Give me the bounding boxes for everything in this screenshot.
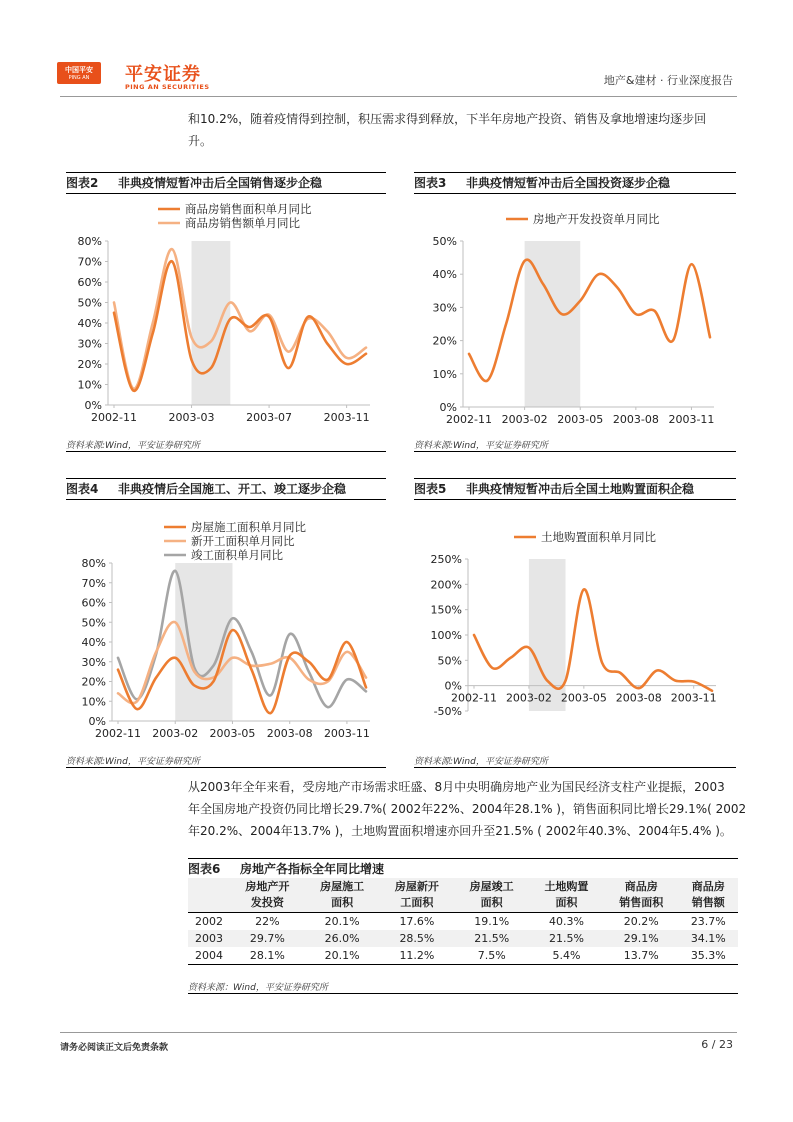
y-tick-label: 40% [77,317,102,330]
figure-3-source: 资料来源:Wind，平安证券研究所 [414,438,736,452]
logo-line1: 中国平安 [65,66,93,74]
x-tick-label: 2003-03 [168,411,215,424]
x-tick-label: 2003-08 [615,691,662,705]
table-cell: 35.3% [679,947,738,965]
x-tick-label: 2002-11 [446,413,492,426]
y-tick-label: 40% [432,268,457,282]
disclaimer-notice: 请务必阅读正文后免责条款 [60,1043,169,1053]
table-cell: 22% [255,915,280,928]
y-tick-label: 30% [432,301,457,315]
header-divider [60,96,737,97]
chart-svg [66,195,386,435]
figure-4-source: 资料来源:Wind，平安证券研究所 [66,754,386,768]
figure-5-number: 图表5 [414,482,447,496]
table-6-caption: 房地产各指标全年同比增速 [240,862,385,876]
figure-5-caption: 非典疫情短暂冲击后全国土地购置面积企稳 [466,482,695,496]
series-line-1 [474,589,712,690]
brand-name-en: PING AN SECURITIES [125,83,210,91]
table-cell: 21.5% [474,932,510,945]
y-tick-label: 80% [77,235,102,248]
table-cell: 5.4% [529,947,604,965]
y-tick-label: 50% [437,654,462,668]
footer-divider [60,1032,737,1033]
y-tick-label: 50% [77,296,102,310]
legend-label: 新开工面积单月同比 [191,534,295,548]
intro-line-1: 和10.2%，随着疫情得到控制，积压需求得到释放，下半年房地产投资、销售及拿地增速均逐步回 [188,112,707,126]
table-cell: 28.5% [399,932,435,945]
report-category: 地产&建材 · 行业深度报告 [603,74,733,87]
header-cell: 商品房 销售额 [679,878,738,913]
legend-label: 商品房销售面积单月同比 [185,202,312,216]
y-tick-label: -50% [433,705,462,718]
x-tick-label: 2003-02 [152,727,199,740]
table-cell: 26.0% [324,932,360,945]
figure-3-chart [414,195,736,435]
summary-line-3: 年20.2%、2004年13.7% )，土地购置面积增速亦回升至21.5% ( 2002年40.3%、2004年5.4% )。 [188,824,732,838]
legend-label: 商品房销售额单月同比 [185,216,300,230]
x-tick-label: 2003-08 [612,413,659,426]
annual-growth-table [188,878,738,965]
y-tick-label: 60% [81,596,106,610]
figure-4-number: 图表4 [66,482,99,496]
table-cell: 2002 [195,915,223,928]
figure-5-chart [414,501,736,751]
table-6-number: 图表6 [188,862,221,876]
y-tick-label: 0% [439,401,457,414]
series-line-1 [469,260,710,381]
y-tick-label: 70% [81,576,106,590]
y-tick-label: 20% [77,358,102,371]
legend-label: 房地产开发投资单月同比 [533,212,660,226]
x-tick-label: 2003-11 [668,413,715,426]
y-tick-label: 100% [430,629,462,642]
y-tick-label: 0% [84,399,102,412]
table-cell: 7.5% [454,947,529,965]
y-tick-label: 0% [88,715,106,728]
table-cell: 11.2% [380,947,455,965]
x-tick-label: 2003-11 [323,411,370,424]
header-cell [188,878,230,913]
table-cell: 2003 [195,932,223,945]
logo-line2: PING AN [68,75,90,81]
y-tick-label: 10% [77,378,102,392]
header-cell: 房屋施工 面积 [305,878,380,913]
figure-4-caption: 非典疫情后全国施工、开工、竣工逐步企稳 [118,482,347,496]
y-tick-label: 50% [81,616,106,630]
x-tick-label: 2003-07 [246,411,293,424]
table-cell: 20.2% [623,915,659,928]
x-tick-label: 2003-02 [505,691,552,705]
page-number: 6 / 23 [701,1038,733,1051]
x-tick-label: 2003-11 [323,727,370,740]
legend-label: 土地购置面积单月同比 [541,530,656,544]
table-row [188,913,738,931]
y-tick-label: 200% [430,578,462,592]
y-tick-label: 70% [77,255,102,269]
header-cell: 房屋竣工 面积 [454,878,529,913]
y-tick-label: 0% [444,679,462,693]
table-cell: 23.7% [690,915,726,928]
series-line-3 [118,571,366,707]
series-line-1 [118,630,366,713]
series-line-2 [118,622,366,703]
y-tick-label: 80% [81,557,106,570]
figure-2-number: 图表2 [66,176,99,190]
table-cell: 20.1% [305,947,380,965]
header-cell: 土地购置 面积 [529,878,604,913]
intro-paragraph [188,108,748,152]
figure-2-caption: 非典疫情短暂冲击后全国销售逐步企稳 [118,176,323,190]
figure-4-chart [66,501,386,751]
table-cell: 40.3% [548,915,584,928]
y-tick-label: 20% [432,334,457,348]
y-tick-label: 60% [77,276,102,289]
header-cell: 房屋新开 工面积 [380,878,455,913]
y-tick-label: 10% [432,367,457,381]
table-cell: 17.6% [399,915,435,928]
figure-3-title [414,172,736,194]
legend-label: 房屋施工面积单月同比 [191,520,306,534]
chart-svg [414,501,736,751]
chart-svg [414,195,736,435]
table-6-source: 资料来源：Wind，平安证券研究所 [188,980,738,994]
figure-2-chart [66,195,386,435]
table-cell: 29.7% [249,932,285,945]
header-cell: 房地产开 发投资 [230,878,305,913]
y-tick-label: 10% [81,695,106,709]
table-cell: 34.1% [690,932,726,945]
table-cell: 21.5% [548,932,584,945]
figure-4-title [66,478,386,500]
table-cell: 20.1% [324,915,360,928]
figure-5-title [414,478,736,500]
figure-5-source: 资料来源:Wind，平安证券研究所 [414,754,736,768]
x-tick-label: 2003-11 [670,691,717,705]
y-tick-label: 250% [430,553,462,566]
y-tick-label: 150% [430,603,462,617]
shaded-period [192,241,231,405]
y-tick-label: 50% [432,235,457,248]
intro-line-2: 升。 [188,134,213,148]
y-tick-label: 20% [81,675,106,689]
table-cell: 29.1% [623,932,659,945]
brand-name: 平安证券 [125,64,201,85]
table-row [188,930,738,947]
y-tick-label: 30% [81,655,106,669]
x-tick-label: 2003-02 [501,413,548,426]
header-cell: 商品房 销售面积 [604,878,679,913]
table-cell: 28.1% [230,947,305,965]
y-tick-label: 40% [81,636,106,649]
table-header-row [188,878,738,913]
figure-3-caption: 非典疫情短暂冲击后全国投资逐步企稳 [466,176,671,190]
x-tick-label: 2003-08 [266,727,313,740]
table-cell: 2004 [188,947,230,965]
table-cell: 13.7% [604,947,679,965]
figure-2-source: 资料来源:Wind，平安证券研究所 [66,438,386,452]
table-row [188,947,738,965]
annual-summary-paragraph [188,776,748,842]
y-tick-label: 30% [77,337,102,351]
x-tick-label: 2003-05 [209,727,256,740]
figure-2-title [66,172,386,194]
summary-line-2: 年全国房地产投资仍同比增长29.7%( 2002年22%、2004年28.1% )，销售面积同比增长29.1%( 2002 [188,802,747,816]
chart-svg [66,501,386,751]
x-tick-label: 2002-11 [451,691,497,705]
summary-line-1: 从2003年全年来看，受房地产市场需求旺盛、8月中央明确房地产业为国民经济支柱产业提振，2003 [188,780,725,794]
pingan-logo [57,62,101,84]
x-tick-label: 2003-05 [560,691,607,705]
x-tick-label: 2002-11 [91,411,137,424]
table-6-title [188,858,738,880]
x-tick-label: 2003-05 [557,413,604,426]
legend-label: 竣工面积单月同比 [191,548,283,562]
x-tick-label: 2002-11 [95,727,141,740]
figure-3-number: 图表3 [414,176,447,190]
table-cell: 19.1% [474,915,510,928]
